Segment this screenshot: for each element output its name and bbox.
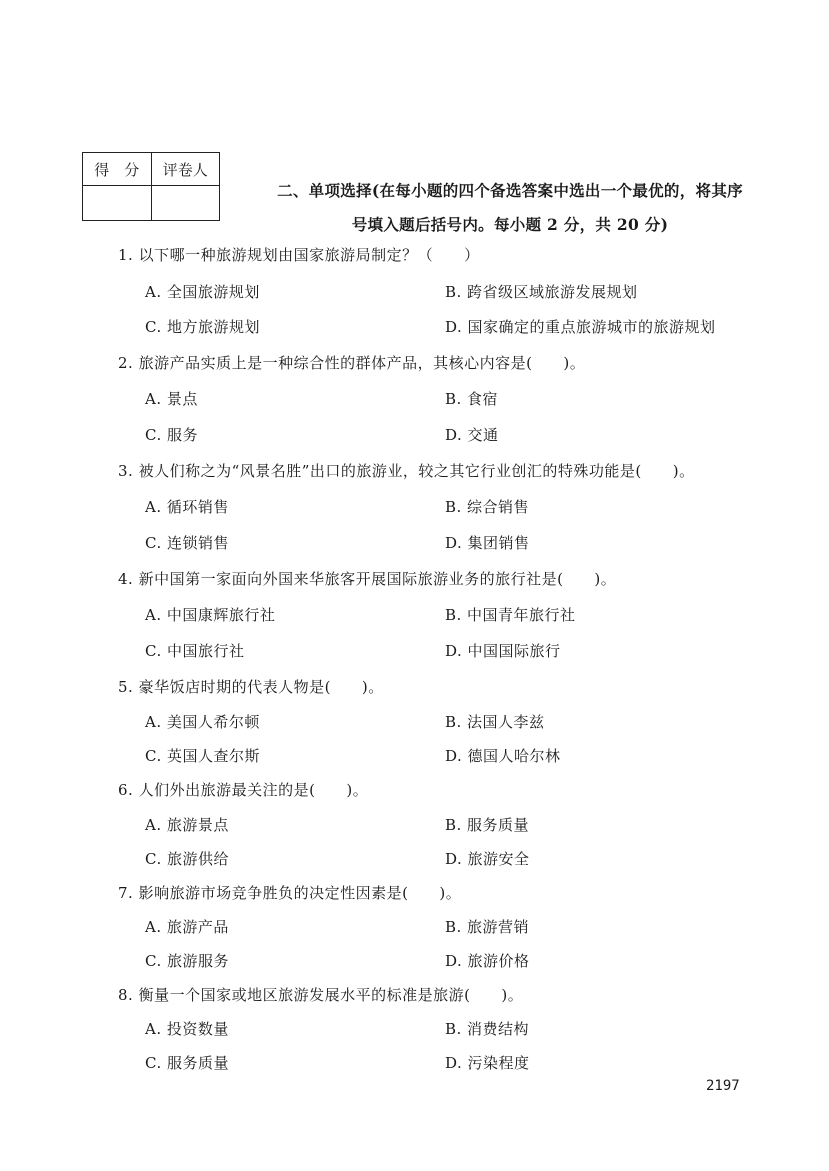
score-box bbox=[82, 152, 220, 221]
option-c: C. 中国旅行社 bbox=[145, 642, 245, 660]
option-c: C. 旅游服务 bbox=[145, 952, 229, 970]
question-stem: 1. 以下哪一种旅游规划由国家旅游局制定？（ ） bbox=[118, 246, 480, 264]
option-c: C. 英国人查尔斯 bbox=[145, 747, 260, 765]
question-stem: 2. 旅游产品实质上是一种综合性的群体产品，其核心内容是( )。 bbox=[118, 354, 586, 372]
option-b: B. 中国青年旅行社 bbox=[445, 606, 576, 624]
option-a: A. 美国人希尔顿 bbox=[145, 713, 260, 731]
grader-cell bbox=[151, 186, 220, 221]
option-c: C. 服务 bbox=[145, 426, 198, 444]
question-stem: 3. 被人们称之为“风景名胜”出口的旅游业，较之其它行业创汇的特殊功能是( )。 bbox=[118, 462, 695, 480]
score-header: 得 分 bbox=[83, 153, 152, 186]
option-c: C. 服务质量 bbox=[145, 1054, 229, 1072]
option-b: B. 食宿 bbox=[445, 390, 499, 408]
option-a: A. 全国旅游规划 bbox=[145, 283, 260, 301]
option-d: D. 中国国际旅行 bbox=[445, 642, 561, 660]
option-d: D. 交通 bbox=[445, 426, 499, 444]
question-stem: 8. 衡量一个国家或地区旅游发展水平的标准是旅游( )。 bbox=[118, 986, 524, 1004]
option-d: D. 旅游安全 bbox=[445, 850, 530, 868]
option-d: D. 国家确定的重点旅游城市的旅游规划 bbox=[445, 318, 716, 336]
option-a: A. 投资数量 bbox=[145, 1020, 229, 1038]
question-stem: 4. 新中国第一家面向外国来华旅客开展国际旅游业务的旅行社是( )。 bbox=[118, 570, 617, 588]
option-c: C. 旅游供给 bbox=[145, 850, 229, 868]
question-stem: 7. 影响旅游市场竞争胜负的决定性因素是( )。 bbox=[118, 884, 462, 902]
section-title-line1: 二、单项选择(在每小题的四个备选答案中选出一个最优的，将其序 bbox=[277, 181, 743, 200]
option-a: A. 中国康辉旅行社 bbox=[145, 606, 276, 624]
question-stem: 5. 豪华饭店时期的代表人物是( )。 bbox=[118, 678, 384, 696]
option-d: D. 旅游价格 bbox=[445, 952, 530, 970]
score-cell bbox=[83, 186, 152, 221]
grader-header: 评卷人 bbox=[151, 153, 220, 186]
section-title bbox=[230, 174, 790, 242]
option-b: B. 服务质量 bbox=[445, 816, 530, 834]
option-c: C. 地方旅游规划 bbox=[145, 318, 260, 336]
option-d: D. 污染程度 bbox=[445, 1054, 530, 1072]
option-a: A. 景点 bbox=[145, 390, 198, 408]
question-stem: 6. 人们外出旅游最关注的是( )。 bbox=[118, 781, 369, 799]
option-b: B. 跨省级区域旅游发展规划 bbox=[445, 283, 638, 301]
option-b: B. 法国人李兹 bbox=[445, 713, 545, 731]
option-d: D. 德国人哈尔林 bbox=[445, 747, 561, 765]
option-d: D. 集团销售 bbox=[445, 534, 530, 552]
option-c: C. 连锁销售 bbox=[145, 534, 229, 552]
section-title-line2: 号填入题后括号内。每小题 2 分，共 20 分) bbox=[351, 215, 669, 234]
option-a: A. 旅游景点 bbox=[145, 816, 229, 834]
page-number: 2197 bbox=[706, 1078, 740, 1094]
option-b: B. 消费结构 bbox=[445, 1020, 530, 1038]
option-a: A. 旅游产品 bbox=[145, 918, 229, 936]
option-a: A. 循环销售 bbox=[145, 498, 229, 516]
option-b: B. 综合销售 bbox=[445, 498, 530, 516]
option-b: B. 旅游营销 bbox=[445, 918, 530, 936]
